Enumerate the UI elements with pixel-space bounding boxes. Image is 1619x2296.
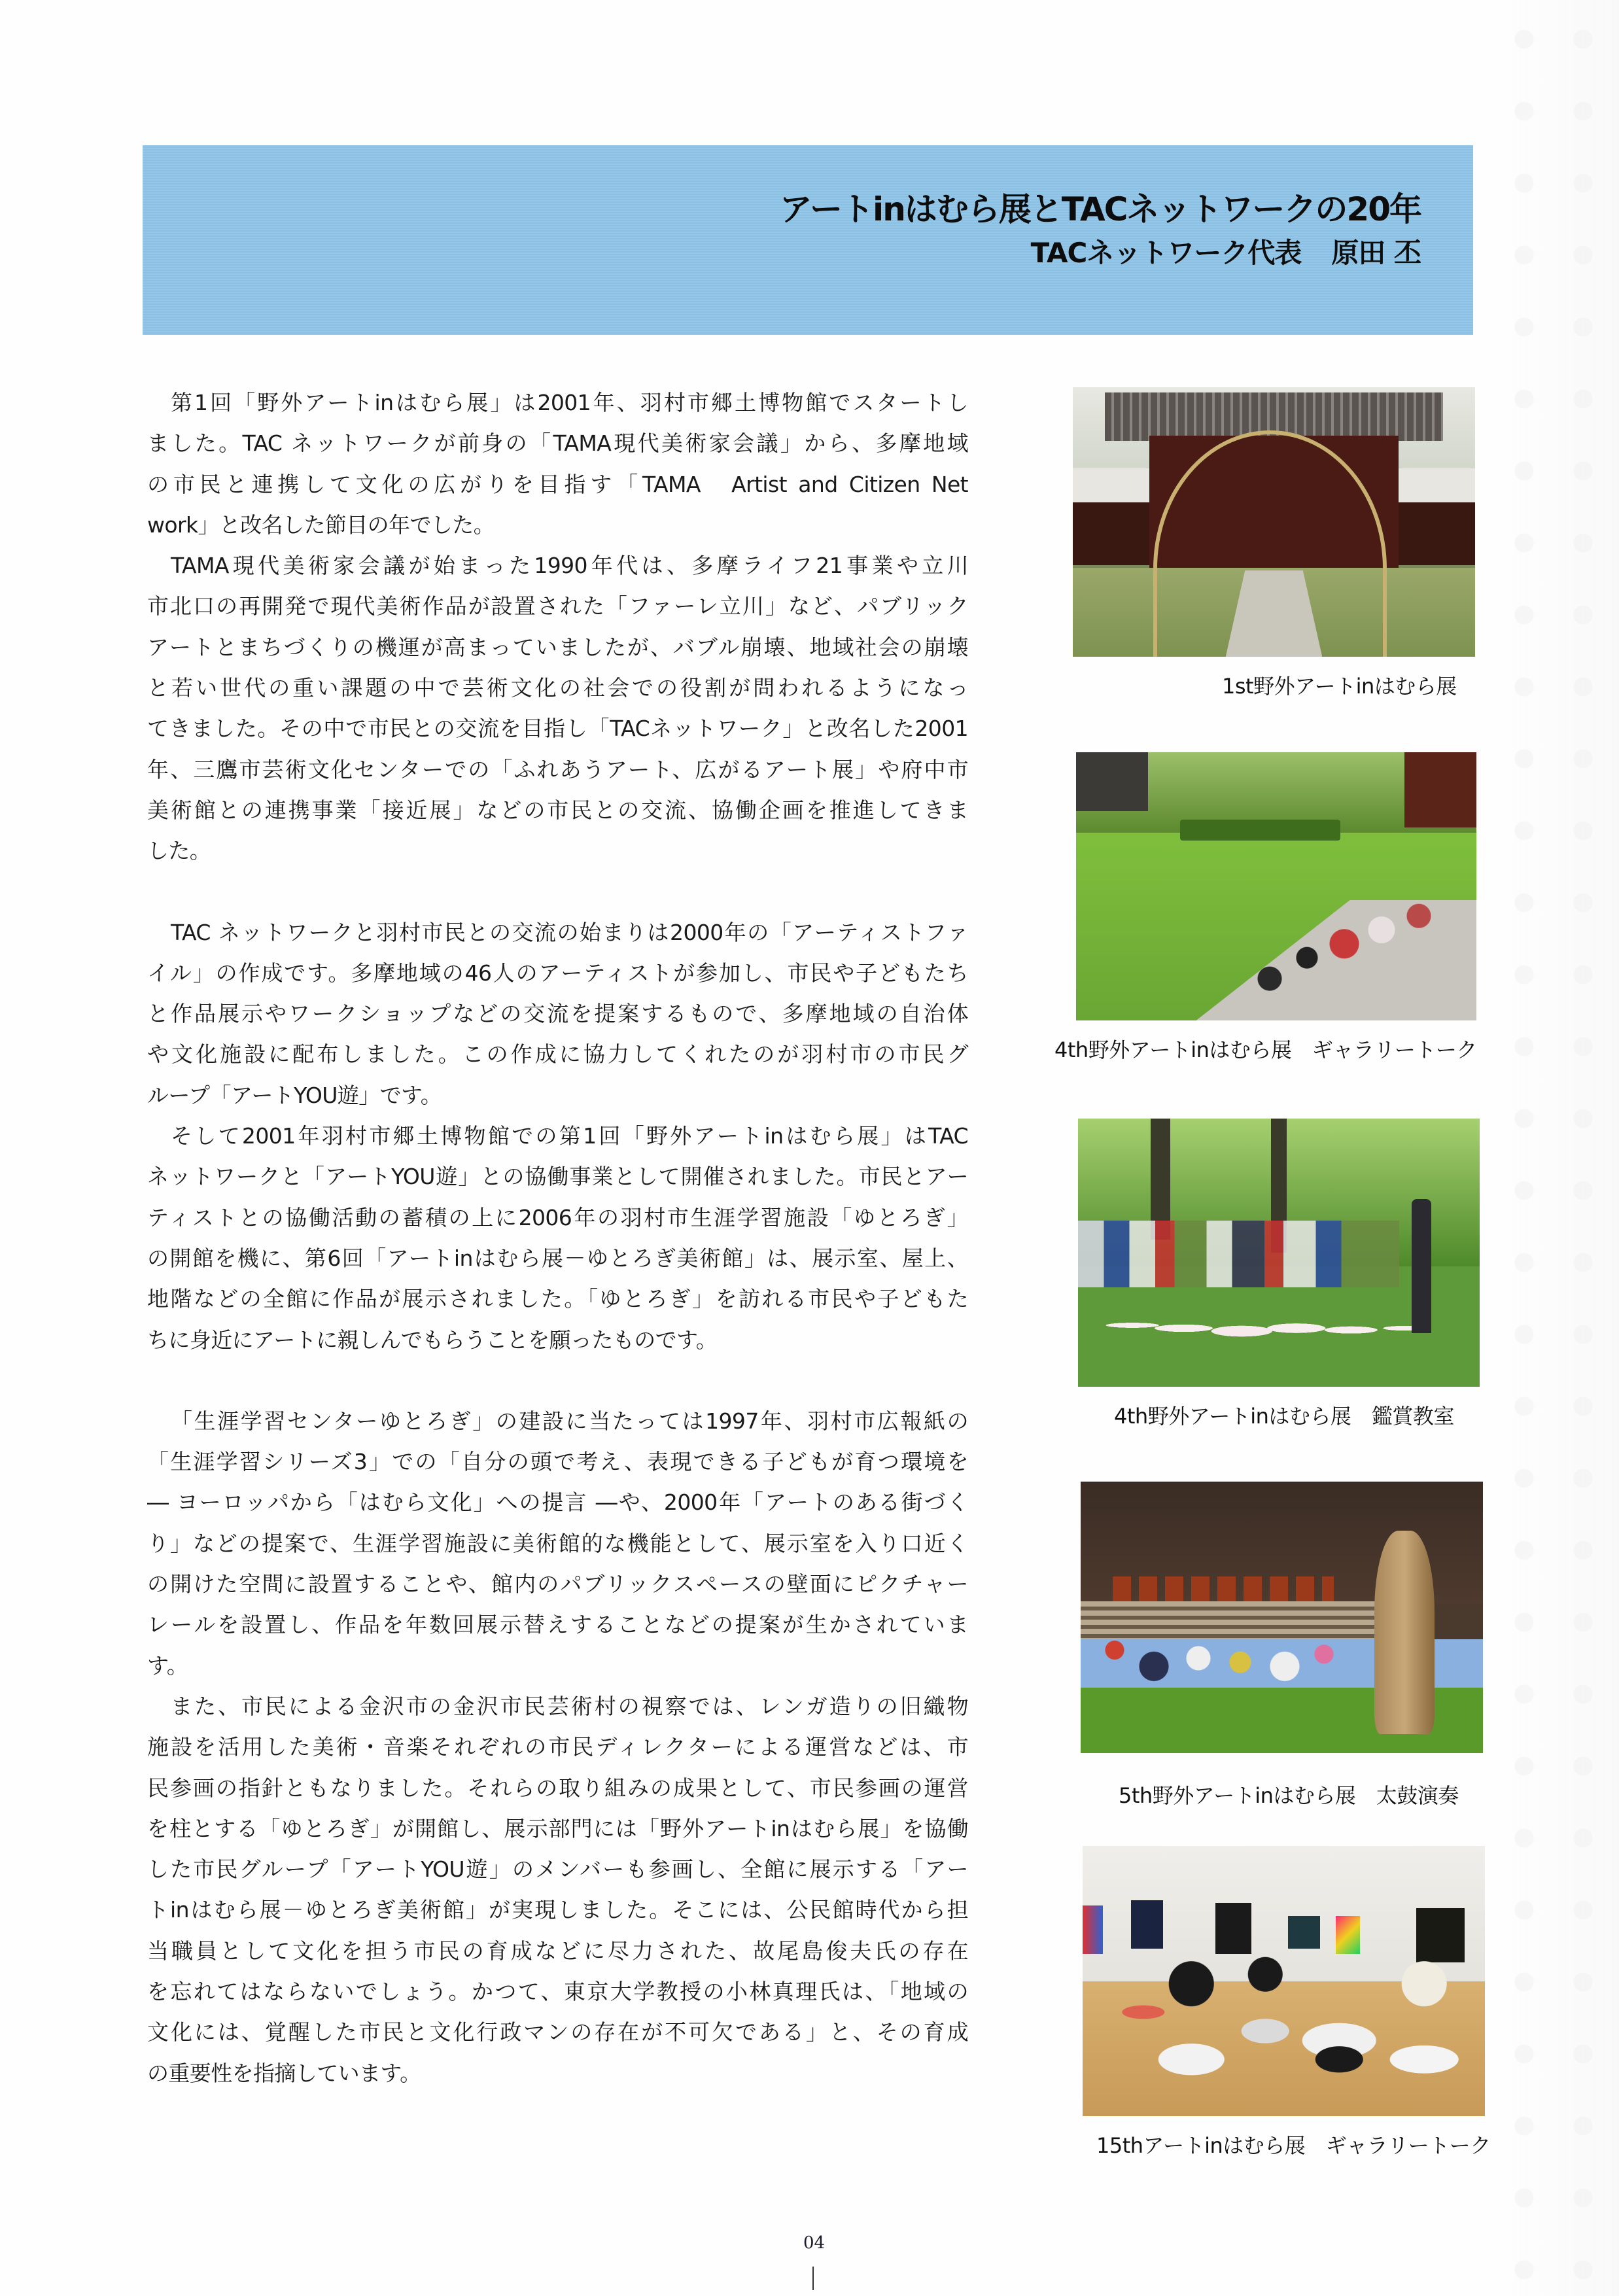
text-line: 民参画の指針ともなりました。それらの取り組みの成果として、市民参画の運営 — [147, 1775, 968, 1801]
text-line: 地階などの全館に作品が展示されました。「ゆとろぎ」を訪れる市民や子どもた — [147, 1286, 968, 1312]
paragraph — [147, 383, 968, 546]
photo-indoor-gallery-talk — [1083, 1846, 1485, 2116]
text-line: と若い世代の重い課題の中で芸術文化の社会での役割が問われるようになっ — [147, 675, 968, 701]
text-line: した。 — [147, 838, 211, 864]
paragraph-gap — [147, 872, 968, 913]
text-line: ました。TAC ネットワークが前身の「TAMA現代美術家会議」から、多摩地域 — [147, 430, 968, 457]
text-line: ちに身近にアートに親しんでもらうことを願ったものです。 — [147, 1327, 718, 1353]
text-line: 「生涯学習シリーズ3」での「自分の頭で考え、表現できる子どもが育つ環境を — [147, 1449, 968, 1475]
text-line: の開館を機に、第6回「アートinはむら展－ゆとろぎ美術館」は、展示室、屋上、 — [147, 1245, 968, 1271]
text-line: の開けた空間に設置することや、館内のパブリックスペースの壁面にピクチャー — [147, 1571, 968, 1597]
text-line: を柱とする「ゆとろぎ」が開館し、展示部門には「野外アートinはむら展」を協働 — [147, 1815, 968, 1841]
text-line: TAC ネットワークと羽村市民との交流の始まりは2000年の「アーティストファ — [171, 919, 968, 945]
text-line: 市北口の再開発で現代美術作品が設置された「ファーレ立川」など、パブリック — [147, 593, 968, 619]
photo-building-left — [1076, 752, 1148, 811]
text-line: 第1回「野外アートinはむら展」は2001年、羽村市郷土博物館でスタートし — [171, 390, 968, 415]
text-line: TAMA現代美術家会議が始まった1990年代は、多摩ライフ21事業や立川 — [171, 553, 968, 579]
text-line: ネットワークと「アートYOU遊」との協働事業として開催されました。市民とアー — [147, 1164, 968, 1190]
article-body — [147, 383, 968, 2094]
photo-wood-sculpture — [1374, 1531, 1435, 1734]
author-name: 原田 丕 — [1331, 237, 1421, 269]
photo-caption: 15thアートinはむら展 ギャラリートーク — [1096, 2133, 1491, 2158]
photo-visitors — [1099, 1927, 1469, 2116]
photo-wall-right — [1395, 468, 1475, 565]
page-tick-mark — [812, 2267, 814, 2290]
photo-audience — [1088, 1618, 1350, 1699]
page-number: 04 — [803, 2233, 826, 2253]
text-line: ― ヨーロッパから「はむら文化」への提言 ―や、2000年「アートのある街づく — [147, 1489, 968, 1516]
text-line: 当職員として文化を担う市民の育成などに尽力された、故尾島俊夫氏の存在 — [147, 1938, 968, 1964]
photo-children — [1078, 1221, 1399, 1288]
text-line: す。 — [147, 1652, 188, 1679]
photo-caption: 5th野外アートinはむら展 太鼓演奏 — [1119, 1783, 1459, 1808]
text-line: の重要性を指摘しています。 — [147, 2060, 421, 2086]
text-line: また、市民による金沢市の金沢市民芸術村の視察では、レンガ造りの旧織物 — [171, 1693, 968, 1719]
text-line: トinはむら展－ゆとろぎ美術館」が実現しました。そこには、公民館時代から担 — [147, 1897, 968, 1923]
photo-appreciation-class — [1078, 1119, 1480, 1387]
text-line: ループ「アートYOU遊」です。 — [147, 1082, 442, 1108]
text-line: と作品展示やワークショップなどの交流を提案するもので、多摩地域の自治体 — [147, 1001, 968, 1027]
paragraph-gap — [147, 1361, 968, 1401]
paragraph — [147, 913, 968, 1116]
photo-taiko-drums — [1113, 1576, 1334, 1604]
photo-caption: 4th野外アートinはむら展 ギャラリートーク — [1054, 1037, 1477, 1062]
text-line: や文化施設に配布しました。この作成に協力してくれたのが羽村市の市民グ — [147, 1041, 968, 1068]
photo-hedge — [1180, 820, 1340, 841]
text-line: 「生涯学習センターゆとろぎ」の建設に当たっては1997年、羽村市広報紙の — [171, 1408, 968, 1434]
paragraph — [147, 1116, 968, 1361]
page-title: アートinはむら展とTACネットワークの20年 — [779, 190, 1421, 228]
text-line: そして2001年羽村市郷土博物館での第1回「野外アートinはむら展」はTAC — [171, 1123, 968, 1149]
photo-instructor — [1412, 1199, 1432, 1333]
text-line: work」と改名した節目の年でした。 — [147, 512, 495, 538]
photo-wall-left — [1073, 468, 1153, 565]
text-line: イル」の作成です。多摩地域の46人のアーティストが参加し、市民や子どもたち — [147, 960, 968, 986]
paragraph — [147, 1686, 968, 2094]
text-line: 年、三鷹市芸術文化センターでの「ふれあうアート、広がるアート展」や府中市 — [147, 756, 968, 782]
text-line: 美術館との連携事業「接近展」などの市民との交流、協働企画を推進してきま — [147, 797, 968, 823]
author-role: TACネットワーク代表 — [1030, 237, 1302, 269]
photo-gallery-talk-outdoor — [1076, 752, 1476, 1020]
text-line: ティストとの協働活動の蓄積の上に2006年の羽村市生涯学習施設「ゆとろぎ」 — [147, 1204, 968, 1230]
text-line: レールを設置し、作品を年数回展示替えすることなどの提案が生かされていま — [147, 1612, 968, 1638]
text-line: てきました。その中で市民との交流を目指し「TACネットワーク」と改名した2001 — [147, 716, 968, 742]
text-line: 文化には、覚醒した市民と文化行政マンの存在が不可欠である」と、その育成 — [147, 2019, 968, 2045]
photo-caption: 4th野外アートinはむら展 鑑賞教室 — [1114, 1404, 1454, 1429]
lace-edge-decoration — [1498, 0, 1619, 2296]
text-line: の市民と連携して文化の広がりを目指す「TAMA Artist and Citizen Net — [147, 471, 968, 497]
text-line: アートとまちづくりの機運が高まっていましたが、バブル崩壊、地域社会の崩壊 — [147, 634, 968, 660]
paragraph — [147, 546, 968, 871]
paragraph — [147, 1401, 968, 1686]
photo-caption: 1st野外アートinはむら展 — [1222, 674, 1457, 699]
text-line: を忘れてはならないでしょう。かつて、東京大学教授の小林真理氏は、「地域の — [147, 1978, 968, 2004]
text-line: した市民グループ「アートYOU遊」のメンバーも参画し、全館に展示する「アー — [147, 1856, 968, 1883]
text-line: 施設を活用した美術・音楽それぞれの市民ディレクターによる運営などは、市 — [147, 1734, 968, 1760]
photo-heart-artworks — [1098, 1296, 1440, 1355]
photo-crowd — [1220, 881, 1468, 1020]
author-line — [1031, 232, 1421, 271]
photo-taiko-performance — [1081, 1482, 1483, 1753]
photo-building-right — [1404, 752, 1476, 827]
photo-gate-arch-sculpture — [1073, 387, 1475, 657]
title-banner — [143, 145, 1473, 335]
text-line: り」などの提案で、生涯学習施設に美術館的な機能として、展示室を入り口近く — [147, 1530, 968, 1556]
